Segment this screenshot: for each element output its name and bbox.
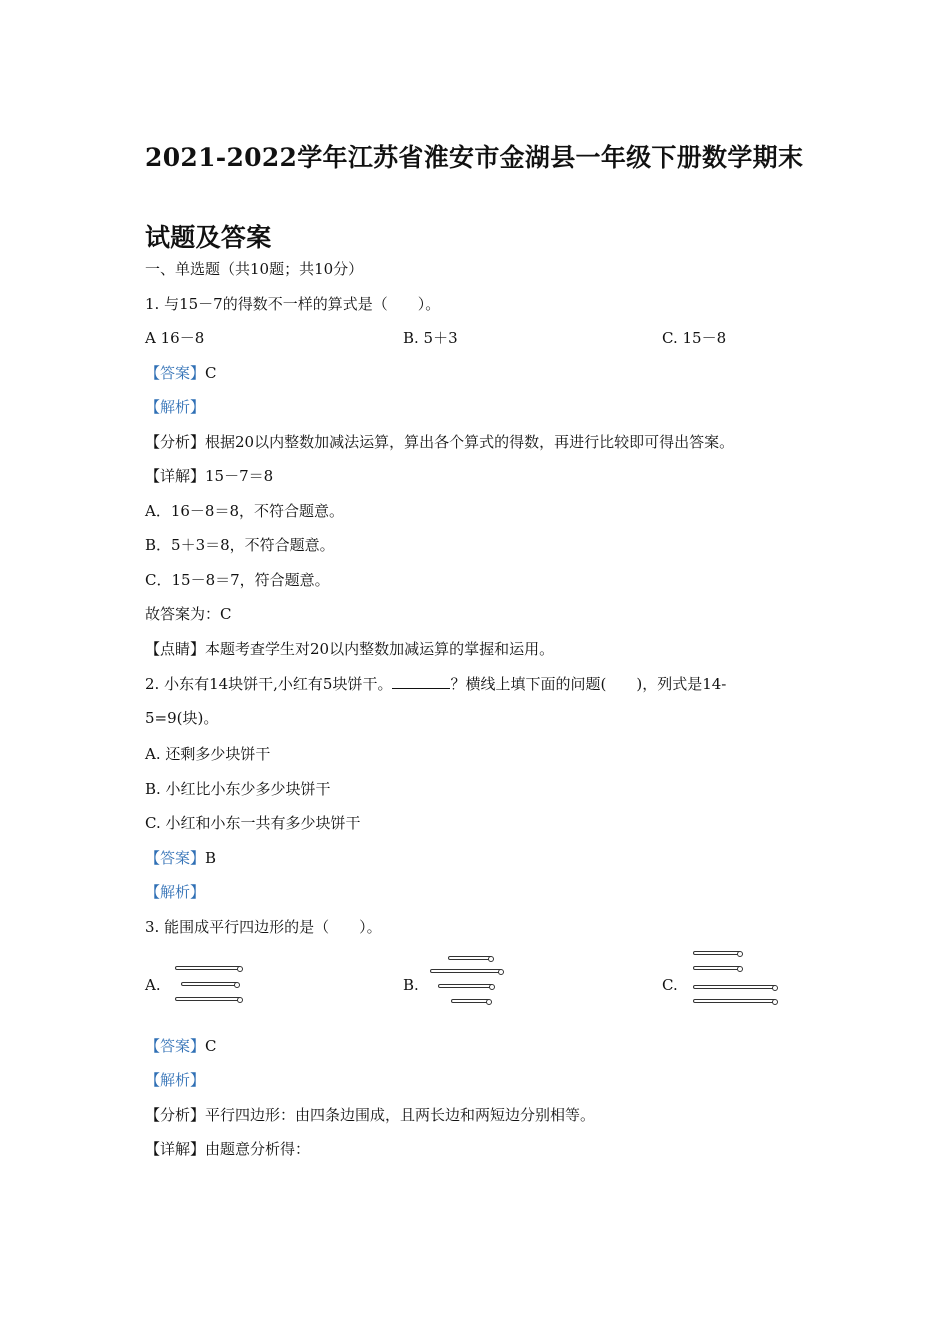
q2-option-c: C. 小红和小东一共有多少块饼干	[145, 814, 361, 832]
q1-dianjing	[145, 638, 554, 659]
stick	[181, 982, 238, 986]
stick	[175, 997, 241, 1001]
stick	[693, 985, 776, 989]
stick	[438, 984, 493, 988]
stick	[175, 966, 241, 970]
dianjing-tag: 【点睛】	[145, 640, 206, 658]
q1-detail-b: B．5＋3＝8，不符合题意。	[145, 536, 335, 554]
q1-analysis-tag: 【解析】	[145, 398, 206, 416]
fenxi-text: 根据20以内整数加减法运算，算出各个算式的得数，再进行比较即可得出答案。	[205, 433, 735, 451]
q1-answer	[145, 362, 217, 383]
q2-stem-part1: 2. 小东有14块饼干,小红有5块饼干。	[145, 675, 393, 693]
q1-option-a: A 16－8	[145, 329, 205, 347]
q1-option-b: B. 5＋3	[403, 329, 458, 347]
fenxi-tag: 【分析】	[145, 433, 206, 451]
q2-answer	[145, 847, 216, 868]
q2-option-b: B. 小红比小东少多少块饼干	[145, 780, 331, 798]
q1-fenxi	[145, 431, 734, 452]
q1-detail-c: C．15－8＝7，符合题意。	[145, 571, 330, 589]
q2-analysis-tag: 【解析】	[145, 883, 206, 901]
q1-stem: 1. 与15－7的得数不一样的算式是（ ）。	[145, 295, 441, 313]
q3-xiangjie	[145, 1138, 310, 1159]
xiangjie-tag: 【详解】	[145, 1140, 206, 1158]
answer-value: C	[205, 1037, 217, 1055]
q3-stem: 3. 能围成平行四边形的是（ ）。	[145, 918, 382, 936]
section-heading: 一、单选题（共10题；共10分）	[145, 260, 364, 278]
xiangjie-tag: 【详解】	[145, 467, 206, 485]
xiangjie-text: 由题意分析得：	[205, 1140, 311, 1158]
answer-blank	[392, 674, 450, 689]
q3-answer	[145, 1035, 217, 1056]
q1-xiangjie	[145, 465, 273, 486]
q2-stem-part2: ？横线上填下面的问题( )，列式是14-	[450, 675, 727, 693]
q3-option-a-label: A.	[145, 976, 161, 994]
page-title: 2021-2022学年江苏省淮安市金湖县一年级下册数学期末试题及答案	[145, 143, 804, 252]
xiangjie-text: 15－7＝8	[205, 467, 274, 485]
q2-stem	[145, 673, 726, 694]
q1-conclusion: 故答案为：C	[145, 605, 232, 623]
fenxi-tag: 【分析】	[145, 1106, 206, 1124]
answer-tag: 【答案】	[145, 364, 206, 382]
stick	[451, 999, 490, 1003]
q2-stem-continued: 5=9(块)。	[145, 709, 219, 727]
dianjing-text: 本题考查学生对20以内整数加减运算的掌握和运用。	[205, 640, 555, 658]
stick	[693, 999, 776, 1003]
q3-analysis-tag: 【解析】	[145, 1071, 206, 1089]
fenxi-text: 平行四边形：由四条边围成，且两长边和两短边分别相等。	[205, 1106, 596, 1124]
stick	[693, 951, 741, 955]
stick	[430, 969, 502, 973]
q1-detail-a: A．16－8＝8，不符合题意。	[145, 502, 345, 520]
q2-option-a: A. 还剩多少块饼干	[145, 745, 271, 763]
q3-option-b-label: B.	[403, 976, 419, 994]
answer-value: B	[205, 849, 217, 867]
answer-tag: 【答案】	[145, 849, 206, 867]
stick	[448, 956, 492, 960]
answer-value: C	[205, 364, 217, 382]
stick	[693, 966, 741, 970]
answer-tag: 【答案】	[145, 1037, 206, 1055]
q1-option-c: C. 15－8	[662, 329, 727, 347]
q3-fenxi	[145, 1104, 595, 1125]
q3-option-c-label: C.	[662, 976, 678, 994]
